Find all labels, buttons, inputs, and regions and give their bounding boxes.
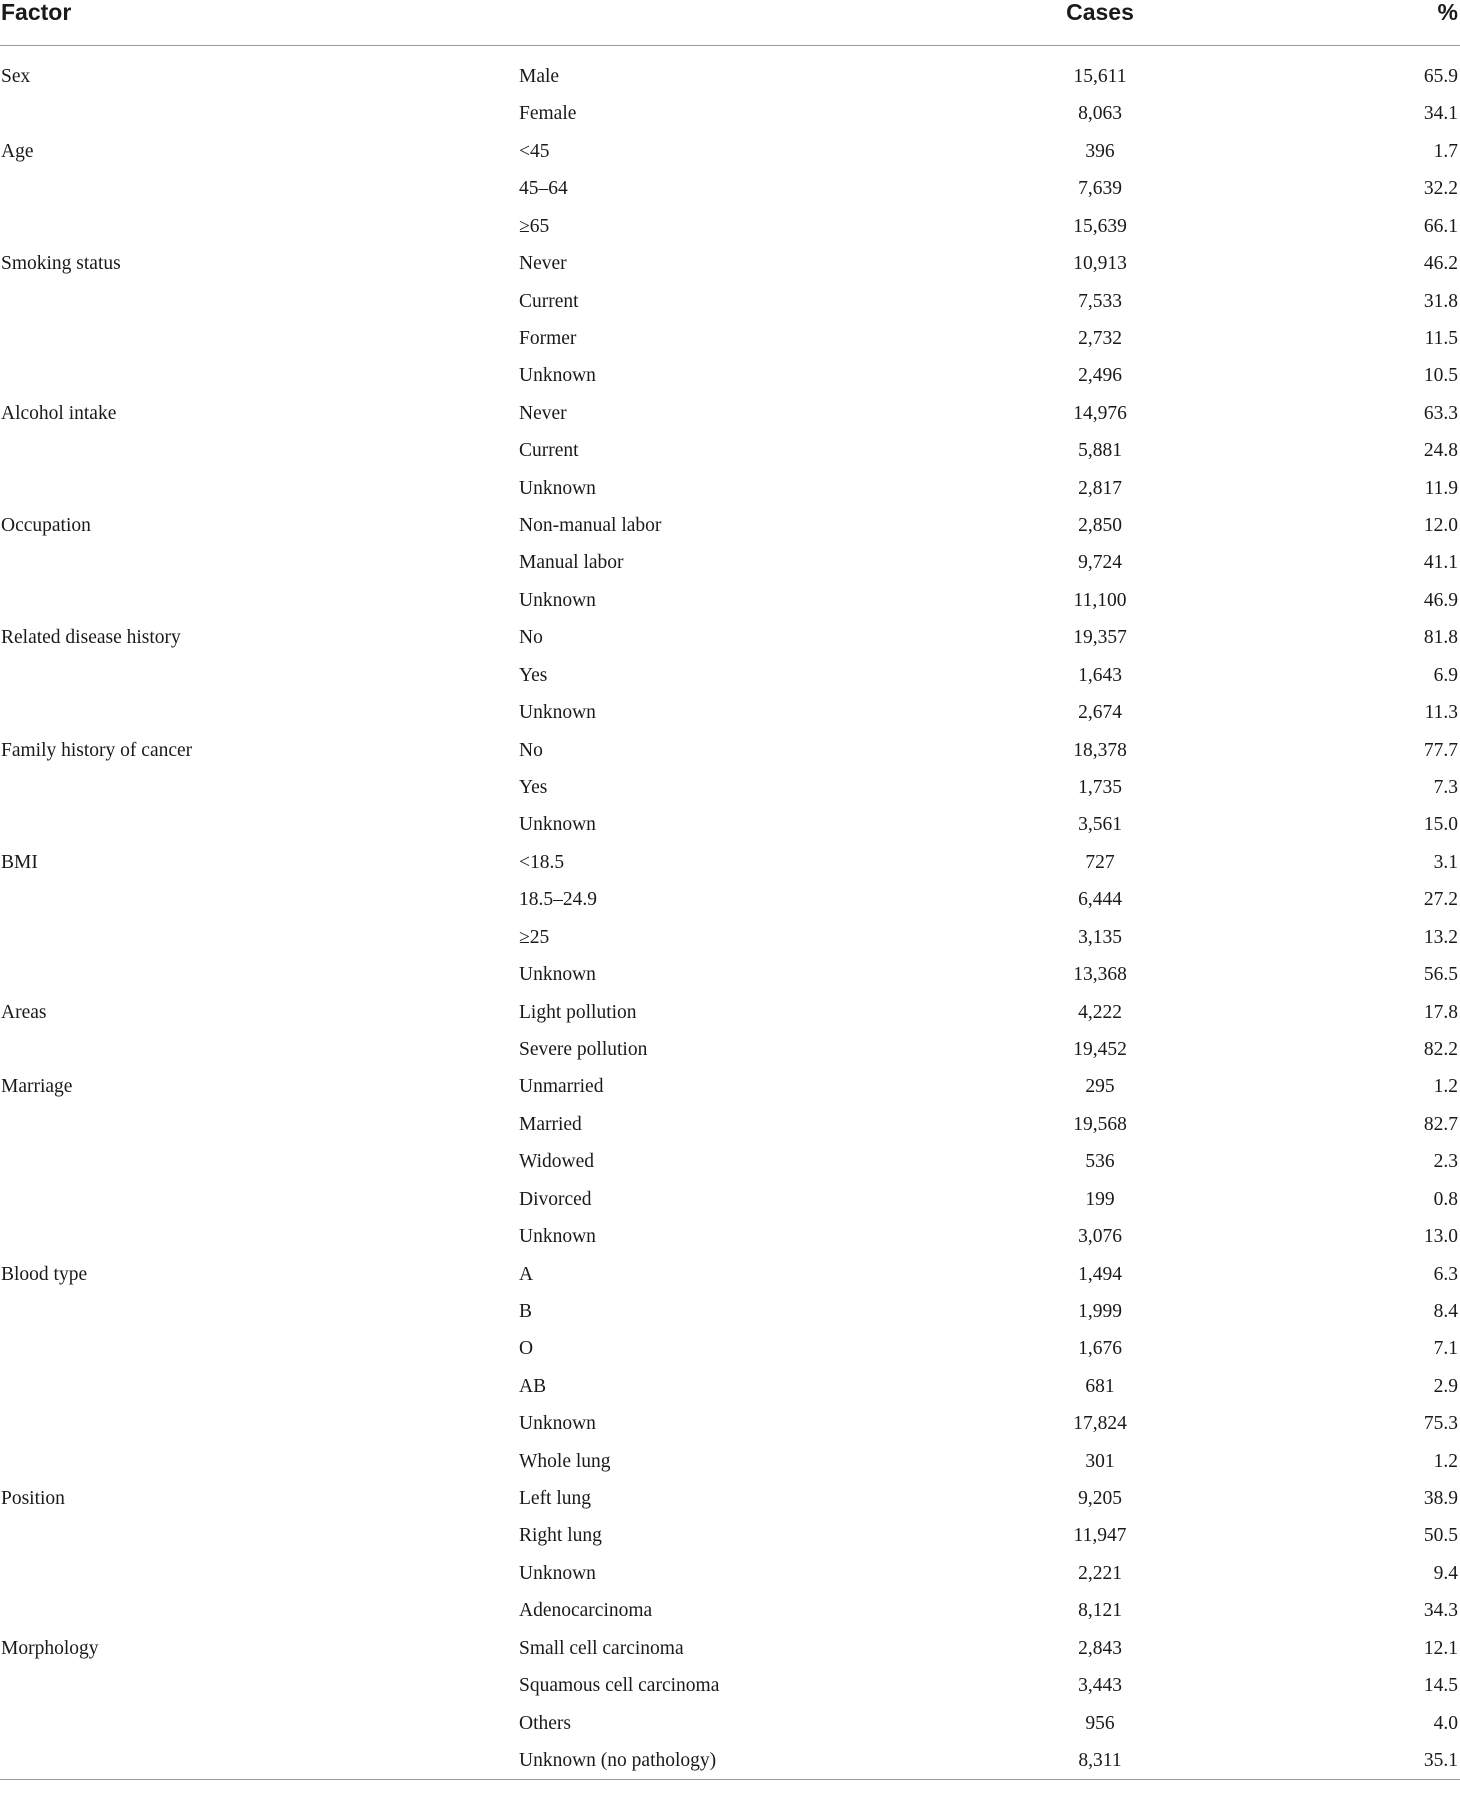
level-cell: Male — [519, 66, 560, 87]
factor-cell: Occupation — [1, 515, 91, 537]
cases-cell: 19,452 — [1073, 1038, 1127, 1060]
percent-cell: 34.1 — [1423, 103, 1458, 125]
header-percent: % — [1200, 0, 1460, 46]
cases-cell: 295 — [1085, 1076, 1115, 1098]
table-row — [0, 732, 1460, 769]
percent-cell: 11.5 — [1424, 327, 1458, 349]
percent-cell: 13.2 — [1423, 926, 1458, 948]
table-row — [0, 283, 1460, 320]
level-cell: Married — [519, 1113, 582, 1135]
cases-cell: 15,611 — [1073, 66, 1127, 87]
cases-cell: 7,639 — [1078, 178, 1122, 200]
factor-cell: Smoking status — [1, 253, 121, 275]
table-row — [0, 357, 1460, 394]
table-row — [0, 395, 1460, 432]
cases-cell: 2,843 — [1078, 1637, 1122, 1659]
factor-cell — [0, 1293, 519, 1330]
level-cell: Widowed — [519, 1151, 595, 1173]
level-cell: Unknown — [519, 814, 596, 836]
cases-cell: 15,639 — [1073, 215, 1127, 237]
percent-cell: 27.2 — [1423, 889, 1458, 911]
table-row — [0, 208, 1460, 245]
table-row — [0, 844, 1460, 881]
percent-cell: 0.8 — [1433, 1188, 1458, 1210]
level-cell: Unmarried — [519, 1076, 604, 1098]
factor-cell — [0, 1667, 519, 1704]
table-row — [0, 582, 1460, 619]
percent-cell: 32.2 — [1423, 178, 1458, 200]
table-row — [0, 245, 1460, 282]
cases-cell: 536 — [1085, 1151, 1115, 1173]
level-cell: <45 — [519, 140, 550, 162]
table-row — [0, 919, 1460, 956]
level-cell: Left lung — [519, 1488, 592, 1510]
percent-cell: 46.2 — [1423, 253, 1458, 275]
factor-cell: Blood type — [1, 1263, 88, 1285]
table-row — [0, 619, 1460, 656]
cases-cell: 1,676 — [1078, 1338, 1122, 1360]
level-cell: Former — [519, 327, 577, 349]
percent-cell: 4.0 — [1433, 1712, 1458, 1734]
level-cell: AB — [519, 1375, 547, 1397]
percent-cell: 46.9 — [1423, 589, 1458, 611]
factor-cell — [0, 769, 519, 806]
cases-cell: 956 — [1085, 1712, 1115, 1734]
percent-cell: 81.8 — [1423, 627, 1458, 649]
cases-cell: 2,496 — [1078, 365, 1122, 387]
percent-cell: 38.9 — [1423, 1488, 1458, 1510]
table-row — [0, 1667, 1460, 1704]
table-row — [0, 881, 1460, 918]
level-cell: O — [519, 1338, 534, 1360]
table-row — [0, 432, 1460, 469]
table-row — [0, 956, 1460, 993]
cases-cell: 8,121 — [1078, 1600, 1122, 1622]
factor-cell — [0, 357, 519, 394]
table-header — [0, 0, 1460, 46]
factor-cell — [0, 919, 519, 956]
table-row — [0, 1031, 1460, 1068]
percent-cell: 2.3 — [1433, 1151, 1458, 1173]
level-cell: Unknown (no pathology) — [519, 1742, 1000, 1780]
factor-cell — [0, 1405, 519, 1442]
percent-cell: 31.8 — [1423, 290, 1458, 312]
cases-cell: 1,735 — [1078, 777, 1122, 799]
level-cell: Current — [519, 440, 579, 462]
percent-cell: 35.1 — [1200, 1742, 1460, 1780]
level-cell: Unknown — [519, 1226, 596, 1248]
factor-cell — [0, 694, 519, 731]
level-cell: Unknown — [519, 1562, 596, 1584]
factor-cell — [0, 1218, 519, 1255]
factor-cell: Sex — [1, 66, 31, 87]
percent-cell: 9.4 — [1433, 1562, 1458, 1584]
table-row — [0, 1106, 1460, 1143]
table-row — [0, 544, 1460, 581]
level-cell: No — [519, 739, 543, 761]
table-row — [0, 320, 1460, 357]
level-cell: Unknown — [519, 702, 596, 724]
table-row — [0, 1330, 1460, 1367]
cases-cell: 14,976 — [1073, 402, 1127, 424]
cases-cell: 3,076 — [1078, 1226, 1122, 1248]
cases-cell: 6,444 — [1078, 889, 1122, 911]
level-cell: Light pollution — [519, 1001, 637, 1023]
percent-cell: 65.9 — [1423, 66, 1458, 87]
factor-cell — [0, 881, 519, 918]
percent-cell: 50.5 — [1423, 1525, 1458, 1547]
table-row — [0, 1742, 1460, 1780]
factor-cell — [0, 320, 519, 357]
factor-cell — [0, 1555, 519, 1592]
factor-cell: Position — [1, 1488, 65, 1510]
factor-cell — [0, 806, 519, 843]
table-row — [0, 1443, 1460, 1480]
table-row — [0, 1705, 1460, 1742]
level-cell: Squamous cell carcinoma — [519, 1675, 720, 1697]
cases-cell: 2,850 — [1078, 515, 1122, 537]
table-row — [0, 1630, 1460, 1667]
percent-cell: 11.3 — [1424, 702, 1458, 724]
percent-cell: 41.1 — [1423, 552, 1458, 574]
percent-cell: 7.3 — [1433, 777, 1458, 799]
cases-cell: 396 — [1085, 140, 1115, 162]
level-cell: Manual labor — [519, 552, 624, 574]
table-row — [0, 1555, 1460, 1592]
level-cell: Yes — [519, 777, 548, 799]
percent-cell: 3.1 — [1433, 851, 1458, 873]
percent-cell: 1.2 — [1433, 1076, 1458, 1098]
level-cell: B — [519, 1300, 533, 1322]
factor-cell — [0, 544, 519, 581]
level-cell: Female — [519, 103, 577, 125]
cases-cell: 2,674 — [1078, 702, 1122, 724]
factor-cell — [0, 1517, 519, 1554]
level-cell: Small cell carcinoma — [519, 1637, 684, 1659]
header-cases: Cases — [1000, 0, 1200, 46]
cases-cell: 4,222 — [1078, 1001, 1122, 1023]
cases-cell: 681 — [1085, 1375, 1115, 1397]
percent-cell: 15.0 — [1423, 814, 1458, 836]
cases-cell: 5,881 — [1078, 440, 1122, 462]
factor-cell — [0, 657, 519, 694]
level-cell: Right lung — [519, 1525, 602, 1547]
factor-cell — [0, 1705, 519, 1742]
factor-cell — [0, 1181, 519, 1218]
factor-cell: Alcohol intake — [1, 402, 117, 424]
percent-cell: 82.7 — [1423, 1113, 1458, 1135]
level-cell: Divorced — [519, 1188, 592, 1210]
level-cell: ≥65 — [519, 215, 550, 237]
level-cell: A — [519, 1263, 534, 1285]
cases-cell: 2,221 — [1078, 1562, 1122, 1584]
level-cell: Unknown — [519, 365, 596, 387]
level-cell: Unknown — [519, 964, 596, 986]
level-cell: 45–64 — [519, 178, 568, 200]
cases-cell: 1,494 — [1078, 1263, 1122, 1285]
percent-cell: 10.5 — [1423, 365, 1458, 387]
table-row — [0, 806, 1460, 843]
cases-cell: 3,135 — [1078, 926, 1122, 948]
header-factor: Factor — [0, 0, 519, 46]
cases-cell: 11,947 — [1073, 1525, 1127, 1547]
cases-cell: 199 — [1085, 1188, 1115, 1210]
level-cell: No — [519, 627, 543, 649]
cases-cell: 8,311 — [1000, 1742, 1200, 1780]
cases-cell: 2,732 — [1078, 327, 1122, 349]
level-cell: Unknown — [519, 1413, 596, 1435]
level-cell: Current — [519, 290, 579, 312]
factor-cell — [0, 1106, 519, 1143]
table-row — [0, 507, 1460, 544]
percent-cell: 34.3 — [1423, 1600, 1458, 1622]
table-row — [0, 994, 1460, 1031]
factor-cell — [0, 1330, 519, 1367]
table-row — [0, 1293, 1460, 1330]
level-cell: <18.5 — [519, 851, 565, 873]
table-row — [0, 1517, 1460, 1554]
cases-cell: 19,357 — [1073, 627, 1127, 649]
level-cell: Whole lung — [519, 1450, 611, 1472]
factor-cell: Areas — [1, 1001, 47, 1023]
factor-cell — [0, 470, 519, 507]
percent-cell: 75.3 — [1423, 1413, 1458, 1435]
percent-cell: 63.3 — [1423, 402, 1458, 424]
factor-cell: Family history of cancer — [1, 739, 193, 761]
cases-cell: 7,533 — [1078, 290, 1122, 312]
percent-cell: 1.7 — [1433, 140, 1458, 162]
table-row — [0, 1368, 1460, 1405]
table-row — [0, 1068, 1460, 1105]
factor-cell — [0, 283, 519, 320]
factor-cell — [0, 170, 519, 207]
percent-cell: 56.5 — [1423, 964, 1458, 986]
cases-cell: 3,561 — [1078, 814, 1122, 836]
cases-cell: 9,205 — [1078, 1488, 1122, 1510]
percent-cell: 82.2 — [1423, 1038, 1458, 1060]
table-row — [0, 1181, 1460, 1218]
table-row — [0, 769, 1460, 806]
percent-cell: 14.5 — [1423, 1675, 1458, 1697]
table-row — [0, 1405, 1460, 1442]
factor-cell — [0, 1143, 519, 1180]
table-row — [0, 170, 1460, 207]
percent-cell: 12.0 — [1423, 515, 1458, 537]
cases-cell: 2,817 — [1078, 477, 1122, 499]
percent-cell: 17.8 — [1423, 1001, 1458, 1023]
percent-cell: 6.3 — [1433, 1263, 1458, 1285]
table-row — [0, 95, 1460, 132]
level-cell: Never — [519, 253, 567, 275]
level-cell: Unknown — [519, 477, 596, 499]
cases-cell: 1,643 — [1078, 664, 1122, 686]
level-cell: Others — [519, 1712, 571, 1734]
table-row — [0, 694, 1460, 731]
factor-cell — [0, 1031, 519, 1068]
cases-cell: 1,999 — [1078, 1300, 1122, 1322]
factor-cell: Age — [1, 140, 34, 162]
table-row — [0, 1143, 1460, 1180]
header-level — [519, 0, 1000, 46]
factor-cell: Related disease history — [1, 627, 181, 649]
level-cell: Severe pollution — [519, 1038, 648, 1060]
factor-cell: Marriage — [1, 1076, 73, 1098]
percent-cell: 66.1 — [1423, 215, 1458, 237]
table-row — [0, 1256, 1460, 1293]
factor-cell — [0, 1592, 519, 1629]
percent-cell: 13.0 — [1423, 1226, 1458, 1248]
cases-cell: 18,378 — [1073, 739, 1127, 761]
level-cell: Unknown — [519, 589, 596, 611]
cases-cell: 10,913 — [1073, 253, 1127, 275]
cases-cell: 9,724 — [1078, 552, 1122, 574]
percent-cell: 77.7 — [1423, 739, 1458, 761]
percent-cell: 24.8 — [1423, 440, 1458, 462]
cases-cell: 301 — [1085, 1450, 1115, 1472]
percent-cell: 7.1 — [1433, 1338, 1458, 1360]
level-cell: 18.5–24.9 — [519, 889, 597, 911]
cases-cell: 11,100 — [1073, 589, 1127, 611]
factor-cell — [0, 208, 519, 245]
cases-cell: 13,368 — [1073, 964, 1127, 986]
cases-cell: 19,568 — [1073, 1113, 1127, 1135]
cases-cell: 727 — [1085, 851, 1115, 873]
factor-cell — [0, 95, 519, 132]
factor-cell: Morphology — [1, 1637, 99, 1659]
table-row — [0, 657, 1460, 694]
percent-cell: 2.9 — [1433, 1375, 1458, 1397]
factor-cell: BMI — [1, 851, 38, 873]
level-cell: Non-manual labor — [519, 515, 662, 537]
table-body — [0, 46, 1460, 1780]
percent-cell: 8.4 — [1433, 1300, 1458, 1322]
level-cell: Never — [519, 402, 567, 424]
cases-cell: 3,443 — [1078, 1675, 1122, 1697]
cases-cell: 8,063 — [1078, 103, 1122, 125]
table-row — [0, 46, 1460, 96]
percent-cell: 1.2 — [1433, 1450, 1458, 1472]
percent-cell: 12.1 — [1423, 1637, 1458, 1659]
table-row — [0, 1480, 1460, 1517]
table-row — [0, 133, 1460, 170]
factor-cell — [0, 956, 519, 993]
percent-cell: 11.9 — [1424, 477, 1458, 499]
table-row — [0, 1218, 1460, 1255]
level-cell: Yes — [519, 664, 548, 686]
table-row — [0, 1592, 1460, 1629]
table-row — [0, 470, 1460, 507]
factor-cell — [0, 1368, 519, 1405]
header-row — [0, 0, 1460, 46]
factor-cell — [0, 582, 519, 619]
level-cell: Adenocarcinoma — [519, 1600, 653, 1622]
factor-cell — [0, 432, 519, 469]
factor-cell — [0, 1443, 519, 1480]
percent-cell: 6.9 — [1433, 664, 1458, 686]
factor-cell — [0, 1742, 519, 1780]
cases-cell: 17,824 — [1073, 1413, 1127, 1435]
level-cell: ≥25 — [519, 926, 550, 948]
